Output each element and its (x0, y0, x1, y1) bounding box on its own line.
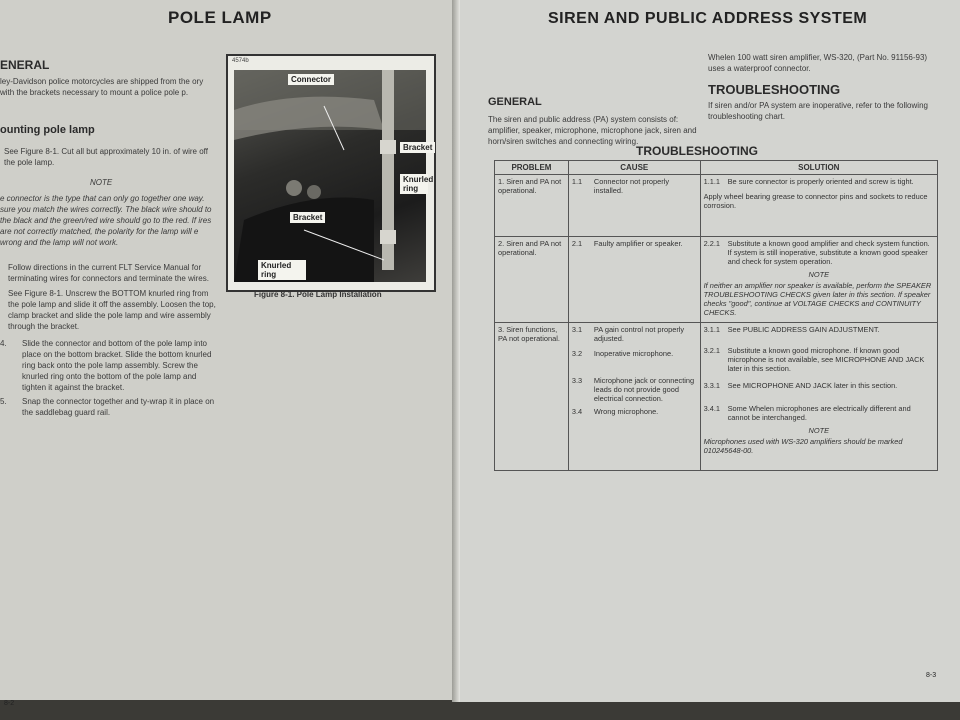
cause-text: Wrong microphone. (593, 407, 659, 416)
column-header: SOLUTION (700, 161, 937, 175)
general-text-right: The siren and public address (PA) system consists of: amplifier, speaker, microphone, microphone jack, siren and horn/siren switches and connecting wiring. (488, 115, 697, 146)
note-label-left: NOTE (90, 178, 113, 187)
solution-cell (700, 175, 937, 237)
note-label: NOTE (808, 426, 830, 435)
callout-knurled-ring-top: Knurled ring (400, 174, 428, 194)
table-title: TROUBLESHOOTING (636, 144, 758, 158)
general-heading-left: ENERAL (0, 58, 50, 72)
problem-cell: 1. Siren and PA not operational. (495, 175, 569, 237)
solution-text: Apply wheel bearing grease to connector pins and sockets to reduce corrosion. (703, 192, 928, 210)
cause-text: Faulty amplifier or speaker. (593, 239, 683, 248)
troubleshooting-table (494, 160, 938, 471)
solution-number: 3.3.1 (703, 381, 721, 390)
cause-number: 3.2 (571, 349, 583, 358)
cause-cell (568, 237, 700, 323)
step-4 (0, 338, 222, 397)
solution-cell (700, 323, 937, 471)
cause-number: 3.1 (571, 325, 583, 334)
step-3: See Figure 8-1. Unscrew the BOTTOM knurled ring from the pole lamp and slide it off the assembly. Loosen the top, clamp bracket and slide the pole lamp and wire assembly through the bracket. (8, 289, 216, 331)
step-5 (0, 396, 222, 422)
step-1: See Figure 8-1. Cut all but approximately 10 in. of wire off the pole lamp. (4, 147, 208, 167)
pole-lamp-photo (234, 70, 434, 282)
solution-text: Substitute a known good amplifier and check system function. If system is still inoperative, substitute a known good speaker and check for system operation. (727, 239, 930, 266)
cause-text: Microphone jack or connecting leads do not provide good electrical connection. (593, 376, 695, 403)
cause-number: 3.4 (571, 407, 583, 416)
solution-text: Some Whelen microphones are electrically different and cannot be interchanged. (727, 404, 911, 422)
left-page-title: POLE LAMP (168, 8, 272, 27)
figure-id: 4574b (232, 58, 249, 64)
right-page-title: SIREN AND PUBLIC ADDRESS SYSTEM (548, 10, 868, 27)
note-label: NOTE (808, 270, 830, 279)
troubleshooting-table-wrap (494, 160, 938, 471)
troubleshooting-text: If siren and/or PA system are inoperative, refer to the following troubleshooting chart. (708, 101, 928, 121)
callout-knurled-ring-bottom: Knurled ring (258, 260, 306, 280)
note-text: Microphones used with WS-320 amplifiers should be marked 010245648-00. (703, 437, 903, 455)
right-page-number: 8-3 (926, 672, 937, 679)
cause-text: Connector not properly installed. (593, 177, 670, 195)
solution-text: See MICROPHONE AND JACK later in this section. (727, 381, 898, 390)
cause-text: PA gain control not properly adjusted. (593, 325, 685, 343)
table-row (495, 175, 938, 237)
cause-text: Inoperative microphone. (593, 349, 674, 358)
solution-text: Substitute a known good microphone. If known good microphone is not available, see MICROPHONE AND JACK later in this section. (727, 346, 925, 373)
callout-bracket-mid: Bracket (290, 212, 325, 223)
left-page-number: 8-2 (4, 700, 15, 707)
step-4-number: 4. (0, 339, 7, 348)
left-page (0, 0, 462, 707)
solution-number: 3.1.1 (703, 325, 721, 334)
solution-text: See PUBLIC ADDRESS GAIN ADJUSTMENT. (727, 325, 880, 334)
column-header: PROBLEM (495, 161, 569, 175)
solution-number: 1.1.1 (703, 177, 721, 186)
problem-cell: 3. Siren functions, PA not operational. (495, 323, 569, 471)
problem-cell: 2. Siren and PA not operational. (495, 237, 569, 323)
figure-caption: Figure 8-1. Pole Lamp Installation (254, 290, 382, 299)
troubleshooting-heading: TROUBLESHOOTING (708, 82, 841, 97)
callout-bracket-top: Bracket (400, 142, 435, 153)
figure-8-1 (226, 54, 436, 292)
pole-lamp-photo-drawing (234, 70, 426, 282)
cause-cell (568, 175, 700, 237)
amplifier-intro: Whelen 100 watt siren amplifier, WS-320, (Part No. 91156-93) uses a waterproof connector. (708, 53, 928, 73)
step-2: Follow directions in the current FLT Service Manual for terminating wires for connectors and terminate the wires. (8, 263, 209, 283)
general-heading-right: GENERAL (488, 96, 542, 108)
step-5-number: 5. (0, 397, 7, 406)
table-row (495, 323, 938, 471)
cause-number: 3.3 (571, 376, 583, 385)
solution-number: 3.4.1 (703, 404, 721, 413)
right-page (460, 0, 960, 702)
general-text-left: ley-Davidson police motorcycles are shipped from the ory with the brackets necessary to mount a police pole p. (0, 77, 204, 97)
note-text-left: e connector is the type that can only go together one way. sure you match the wires correctly. The black wire should to the black and the green/red wire should go to the red. If ires are not correctly matched, the polarity for the lamp will e wrong and the lamp will not work. (0, 194, 212, 247)
table-header-row (495, 161, 938, 175)
cause-cell (568, 323, 700, 471)
step-5-text: Snap the connector together and ty-wrap it in place on the saddlebag guard rail. (22, 397, 215, 417)
solution-number: 3.2.1 (703, 346, 721, 355)
table-row (495, 237, 938, 323)
step-4-text: Slide the connector and bottom of the pole lamp into place on the bottom bracket. Slide the bottom knurled ring back onto the pole lamp assembly. Screw the knurled ring onto the bottom of the pole lamp and tighten it against the bracket. (22, 339, 212, 392)
cause-number: 1.1 (571, 177, 583, 186)
cause-number: 2.1 (571, 239, 583, 248)
solution-number: 2.2.1 (703, 239, 721, 248)
note-text: If neither an amplifier nor speaker is available, perform the SPEAKER TROUBLESHOOTING CHECKS given later in this section. If speaker checks "good", continue at VOLTAGE CHECKS and CONTINUITY CHECKS. (703, 281, 932, 317)
solution-text: Be sure connector is properly oriented and screw is tight. (727, 177, 914, 186)
mounting-heading: ounting pole lamp (0, 124, 95, 136)
solution-cell (700, 237, 937, 323)
column-header: CAUSE (568, 161, 700, 175)
callout-connector: Connector (288, 74, 334, 85)
